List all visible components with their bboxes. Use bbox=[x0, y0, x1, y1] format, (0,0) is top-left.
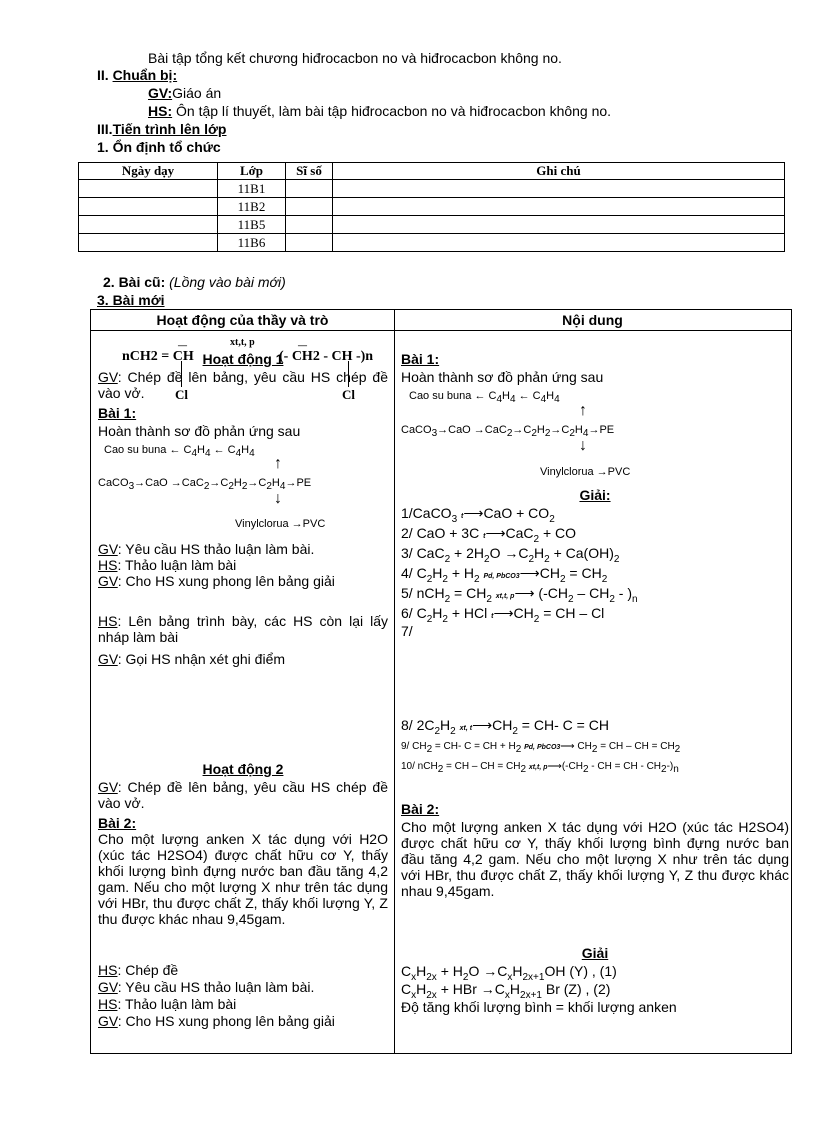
section-prepare bbox=[97, 67, 177, 83]
gv-prep-text: Giáo án bbox=[172, 85, 222, 101]
right-bai1-text: Hoàn thành sơ đồ phản ứng sau bbox=[401, 369, 604, 385]
left-gv-instruction-7: GV: Cho HS xung phong lên bảng giải bbox=[98, 1013, 335, 1029]
right-bai1-title: Bài 1: bbox=[401, 351, 440, 367]
column-divider bbox=[394, 310, 395, 1053]
right-bai2-text: Cho một lượng anken X tác dụng với H2O (xúc tác H2SO4) được chất hữu cơ Y, thấy khối lượng bình đựng nước ban đầu tăng 4,2 gam. Nếu cho một lượng X như trên tác dụng với HBr, thu được chất Z, thấy khối lượng Y, Z thu được khác nhau 9,45gam. bbox=[401, 819, 789, 899]
left-hs-instruction-4: HS: Thảo luận làm bài bbox=[98, 996, 237, 1012]
left-gv-instruction-3: GV: Cho HS xung phong lên bảng giải bbox=[98, 573, 335, 589]
equation-2: $C_xH_{2x}$ + HBr $\to C_xH_{2x+1}$ Br (Z) , (2) bbox=[401, 981, 611, 1001]
section-process bbox=[97, 121, 226, 137]
reaction-1: 1/CaCO$_3$ t⟶CaO + $CO_2$ bbox=[401, 505, 555, 525]
attendance-table bbox=[78, 162, 785, 252]
arrow-down-icon: ↓ bbox=[274, 490, 282, 507]
right-solution-2-title: Giải bbox=[581, 945, 609, 961]
left-bai2-text: Cho một lượng anken X tác dụng với H2O (xúc tác H2SO4) được chất hữu cơ Y, thấy khối lượng bình đựng nước ban đầu tăng 4,2 gam. Nếu cho một lượng X như trên tác dụng với HBr, thu được chất Z, thấy khối lượng Y, Z thu được khác nhau 9,45gam. bbox=[98, 831, 388, 927]
overlay-cl-left: Cl bbox=[175, 387, 188, 402]
hs-prep-text: Ôn tập lí thuyết, làm bài tập hiđrocacbon no và hiđrocacbon không no. bbox=[172, 103, 612, 119]
left-gv-instruction-4: GV: Gọi HS nhận xét ghi điểm bbox=[98, 651, 286, 667]
reaction-3: 3/ $CaC_2 + 2H_2O \to C_2H_2 + Ca(OH)_2$ bbox=[401, 545, 620, 565]
arrow-up-icon: ↑ bbox=[274, 455, 282, 472]
left-hs-instruction-3: HS: Chép đề bbox=[98, 962, 179, 978]
left-gv-instruction-1: GV: Chép đề lên bảng, yêu cầu HS chép đề vào vở. bbox=[98, 369, 388, 401]
section-process-title: Tiến trình lên lớp bbox=[112, 121, 227, 137]
hs-prep-line bbox=[148, 103, 611, 119]
arrow-down-icon: ↓ bbox=[579, 437, 587, 454]
scheme-vinyl: Vinylclorua →PVC bbox=[235, 518, 326, 530]
attendance-header-row bbox=[79, 163, 785, 180]
overlay-reactant: nCH2 = CH bbox=[122, 349, 194, 364]
gv-prep-label: GV: bbox=[148, 85, 173, 101]
pvc-overlay-formula: nCH2 = CH xt,t, p (- CH2 - CH -)n — — Cl Cl bbox=[122, 337, 374, 402]
activity-1-title: Hoạt động 1 bbox=[202, 351, 284, 367]
reaction-9: 9/ $CH_2 = CH-$ C = CH + $H_2$ Pd, PbCO3⟶ $CH_2$ = CH – CH = $CH_2$ bbox=[401, 741, 681, 755]
section-process-num: III. bbox=[97, 121, 113, 137]
reaction-2: 2/ CaO + 3C t⟶CaC$_2$ + CO bbox=[401, 525, 577, 545]
step-2-line bbox=[103, 274, 286, 290]
right-reaction-scheme bbox=[401, 385, 789, 485]
right-bai2-title: Bài 2: bbox=[401, 801, 440, 817]
arrow-up-icon: ↑ bbox=[579, 402, 587, 419]
right-last-line: Độ tăng khối lượng bình = khối lượng anken bbox=[401, 999, 677, 1015]
right-solution-1-title: Giải: bbox=[579, 487, 611, 503]
left-hs-instruction-1: HS: Thảo luận làm bài bbox=[98, 557, 237, 573]
col-count: Sĩ số bbox=[286, 163, 333, 180]
overlay-product: (- CH2 - CH -)n bbox=[279, 349, 374, 364]
reaction-7: 7/ bbox=[401, 623, 413, 639]
class-cell: 11B6 bbox=[218, 234, 286, 252]
section-prepare-title: Chuẩn bị: bbox=[112, 67, 178, 83]
col-note: Ghi chú bbox=[333, 163, 785, 180]
left-bai1-text: Hoàn thành sơ đồ phản ứng sau bbox=[98, 423, 301, 439]
class-cell: 11B1 bbox=[218, 180, 286, 198]
section-prepare-num: II. bbox=[97, 67, 109, 83]
reaction-8: 8/ $2C_2H_2$ xt, $t⟶CH_2 = CH-$ C = CH bbox=[401, 717, 609, 737]
table-row bbox=[79, 198, 785, 216]
scheme-chain-right: CaCO$_3$→CaO $\to CaC_2\to C_2H_2\to C_2H_4\to PE$ bbox=[401, 424, 615, 440]
overlay-cl-right: Cl bbox=[342, 387, 355, 402]
gv-prep-line bbox=[148, 85, 221, 101]
overlay-cond: xt,t, p bbox=[230, 337, 255, 348]
col-date: Ngày dạy bbox=[79, 163, 218, 180]
left-gv-instruction-2: GV: Yêu cầu HS thảo luận làm bài. bbox=[98, 541, 315, 557]
left-hs-instruction-2: HS: Lên bảng trình bày, các HS còn lại lấy nháp làm bài bbox=[98, 613, 388, 645]
objective-line: Bài tập tổng kết chương hiđrocacbon no và hiđrocacbon không no. bbox=[148, 50, 562, 66]
class-cell: 11B2 bbox=[218, 198, 286, 216]
left-gv-instruction-5: GV: Chép đề lên bảng, yêu cầu HS chép đề vào vở. bbox=[98, 779, 388, 811]
class-cell: 11B5 bbox=[218, 216, 286, 234]
reaction-10: 10/ nCH$_2$ = CH – CH = $CH_2$ xt,t, $p⟶(-CH_2$ - CH = CH - $CH_2-)_n$ bbox=[401, 761, 679, 775]
scheme-rubber: Cao su buna ← $C_4H_4$ ← $C_4H_4$ bbox=[104, 444, 255, 460]
step-2-text: (Lồng vào bài mới) bbox=[169, 274, 286, 290]
reaction-5: 5/ $nCH_2 = CH_2$ xt,t, p⟶ $(-CH_2 - CH_2 - )_n$ bbox=[401, 585, 638, 605]
table-row bbox=[79, 234, 785, 252]
lesson-table-header bbox=[91, 310, 791, 331]
equation-1: $C_xH_{2x} + H_2O \to C_xH_{2x+1}OH$ (Y) , (1) bbox=[401, 963, 617, 983]
step-3-title: 3. Bài mới bbox=[97, 292, 165, 308]
header-content: Nội dung bbox=[562, 312, 623, 328]
lesson-table bbox=[90, 309, 792, 1054]
left-bai1-title: Bài 1: bbox=[98, 405, 137, 421]
activity-2-title: Hoạt động 2 bbox=[202, 761, 284, 777]
left-bai2-title: Bài 2: bbox=[98, 815, 137, 831]
col-class: Lớp bbox=[218, 163, 286, 180]
scheme-chain: CaCO$_3$→CaO $\to CaC_2\to C_2H_2\to C_2H_4\to PE$ bbox=[98, 477, 312, 493]
left-gv-instruction-6: GV: Yêu cầu HS thảo luận làm bài. bbox=[98, 979, 315, 995]
scheme-vinyl-right: Vinylclorua →PVC bbox=[540, 466, 631, 478]
right-column bbox=[401, 331, 789, 1051]
reaction-4: 4/ $C_2H_2 + H_2$ Pd, $PbCO3⟶CH_2 = CH_2$ bbox=[401, 565, 608, 585]
hs-prep-label: HS: bbox=[148, 103, 173, 119]
table-row bbox=[79, 180, 785, 198]
table-row bbox=[79, 216, 785, 234]
step-2-label: 2. Bài cũ: bbox=[103, 274, 166, 290]
scheme-rubber-right: Cao su buna ← $C_4H_4$ ← $C_4H_4$ bbox=[409, 390, 560, 406]
left-reaction-scheme bbox=[98, 439, 388, 539]
step-1-title: 1. Ổn định tổ chức bbox=[97, 139, 221, 155]
reaction-6: 6/ $C_2H_2$ + HCl $t⟶CH_2$ = CH – Cl bbox=[401, 605, 605, 625]
left-column bbox=[98, 331, 388, 1051]
header-activities: Hoạt động của thầy và trò bbox=[156, 312, 329, 328]
